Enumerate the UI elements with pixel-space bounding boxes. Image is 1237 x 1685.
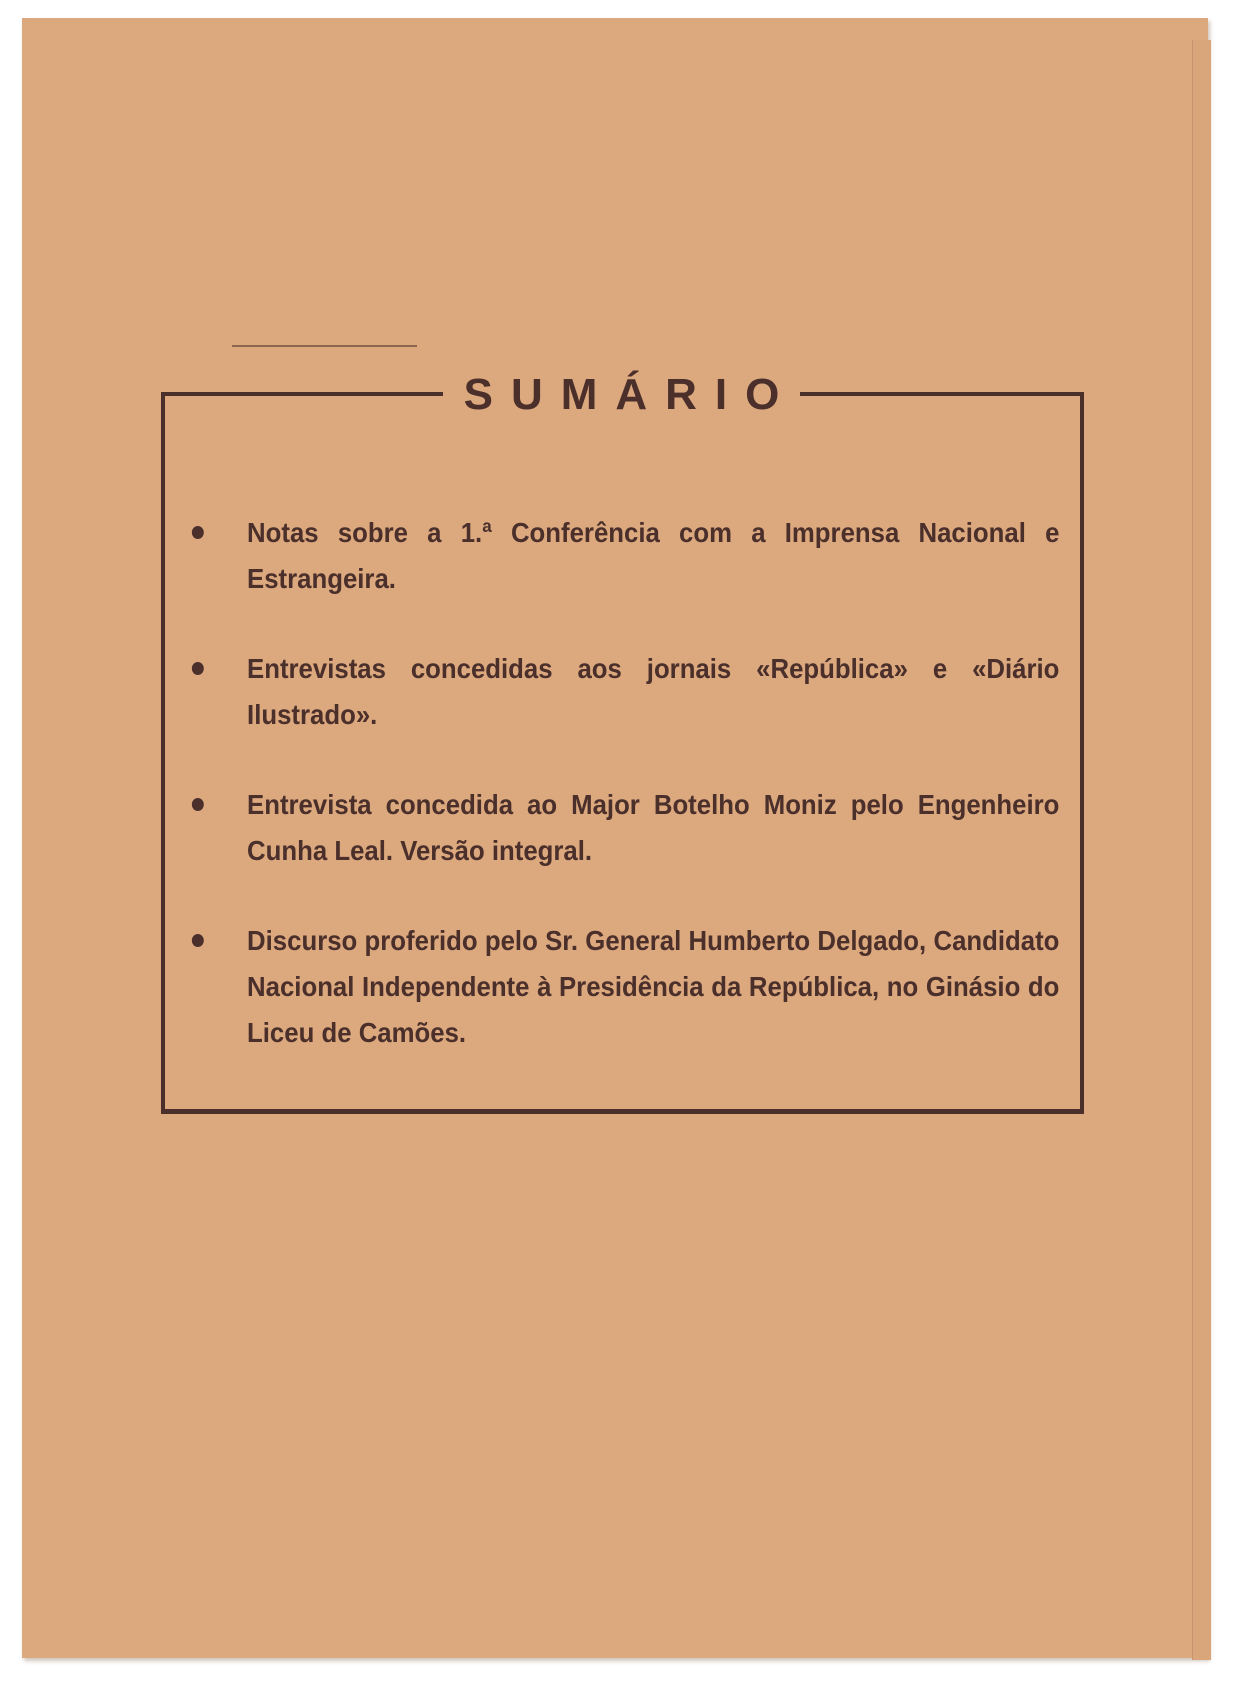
summary-box-top-rule-right — [800, 392, 1084, 396]
bullet-icon — [192, 526, 204, 539]
summary-item-text: Entrevista concedida ao Major Botelho Moniz pelo Engenheiro Cunha Leal. Versão integral. — [247, 789, 1060, 866]
summary-item — [190, 510, 1059, 602]
summary-title: SUMÁRIO — [463, 370, 798, 419]
summary-item — [190, 646, 1059, 738]
summary-item-text: Discurso proferido pelo Sr. General Humberto Delgado, Candidato Nacional Independente à Presidência da República, no Ginásio do Liceu de Camões. — [247, 925, 1060, 1048]
summary-box-top-rule-left — [161, 392, 443, 396]
bullet-icon — [192, 798, 204, 811]
summary-item-text: Notas sobre a 1.ª Conferência com a Imprensa Nacional e Estrangeira. — [247, 517, 1060, 594]
page-edge — [1192, 40, 1211, 1660]
summary-list — [190, 510, 1060, 1100]
summary-item-text: Entrevistas concedidas aos jornais «República» e «Diário Ilustrado». — [247, 653, 1060, 730]
ink-smudge — [232, 345, 417, 347]
summary-item — [190, 782, 1059, 874]
summary-item — [190, 918, 1059, 1056]
bullet-icon — [192, 662, 204, 675]
bullet-icon — [192, 934, 204, 947]
